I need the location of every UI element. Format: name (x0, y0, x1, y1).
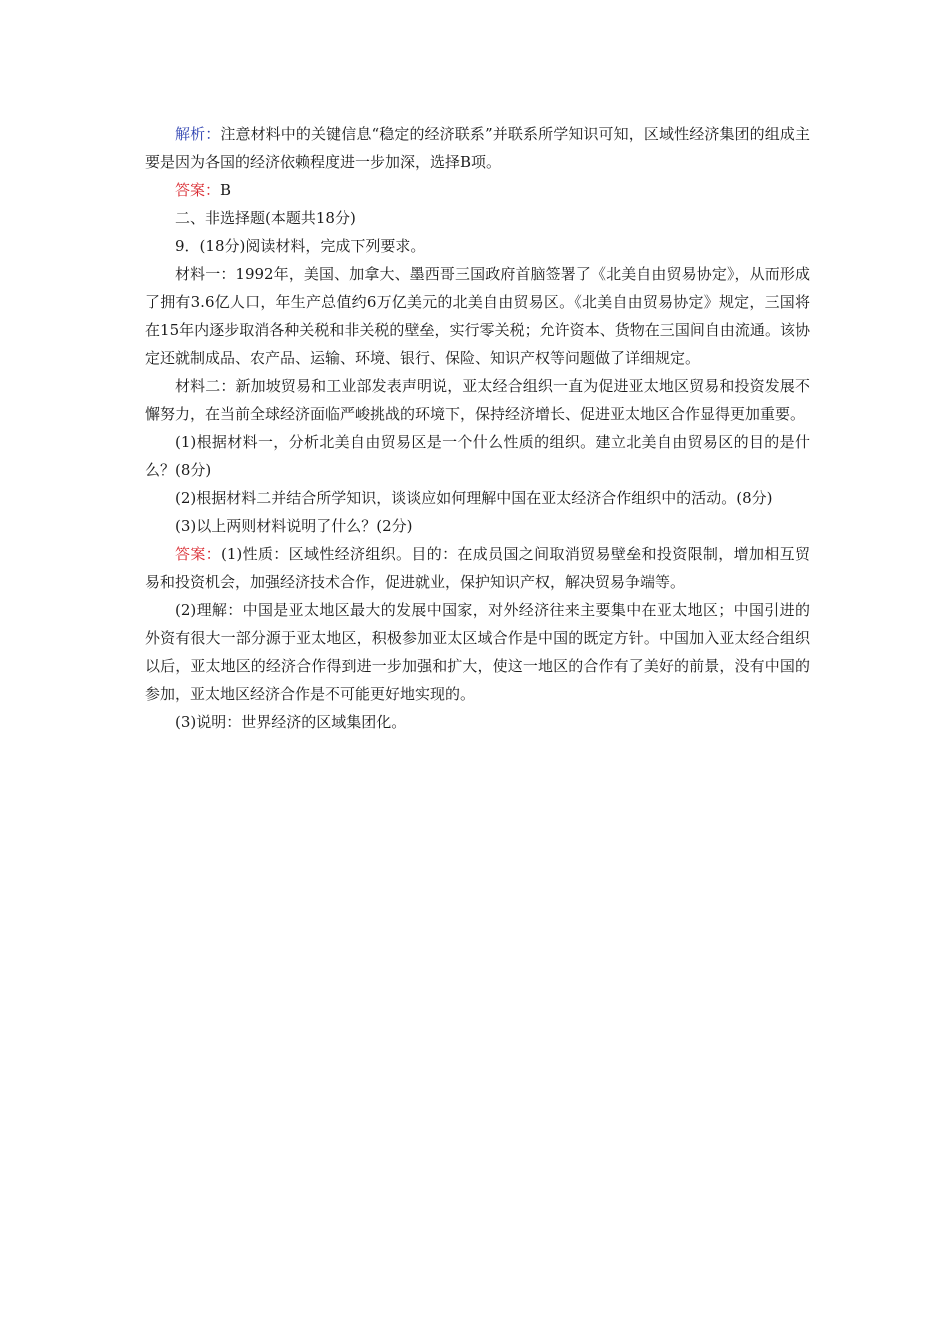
answer-label-1: 答案： (175, 181, 221, 199)
document-body (145, 120, 810, 736)
sub-question-2: (2)根据材料二并结合所学知识，谈谈应如何理解中国在亚太经济合作组织中的活动。(8分) (175, 489, 773, 507)
analysis-label: 解析： (175, 125, 221, 143)
analysis-paragraph (145, 120, 810, 176)
section-heading: 二、非选择题(本题共18分) (175, 209, 356, 227)
material-2: 材料二：新加坡贸易和工业部发表声明说，亚太经合组织一直为促进亚太地区贸易和投资发展不懈努力，在当前全球经济面临严峻挑战的环境下，保持经济增长、促进亚太地区合作显得更加重要。 (145, 377, 810, 423)
sub-question-1: (1)根据材料一，分析北美自由贸易区是一个什么性质的组织。建立北美自由贸易区的目的是什么？(8分) (145, 433, 810, 479)
material-1: 材料一：1992年，美国、加拿大、墨西哥三国政府首脑签署了《北美自由贸易协定》，从而形成了拥有3.6亿人口，年生产总值约6万亿美元的北美自由贸易区。《北美自由贸易协定》规定，三国将在15年内逐步取消各种关税和非关税的壁垒，实行零关税；允许资本、货物在三国间自由流通。该协定还就制成品、农产品、运输、环境、银行、保险、知识产权等问题做了详细规定。 (145, 265, 810, 367)
answer-text-1: B (220, 181, 232, 199)
answer-label-2: 答案： (175, 545, 222, 563)
sub-question-3: (3)以上两则材料说明了什么？(2分) (175, 517, 413, 535)
question-9: 9．(18分)阅读材料，完成下列要求。 (175, 237, 426, 255)
answer-part-1: (1)性质：区域性经济组织。目的：在成员国之间取消贸易壁垒和投资限制，增加相互贸易和投资机会，加强经济技术合作，促进就业，保护知识产权，解决贸易争端等。 (145, 545, 810, 591)
analysis-text: 注意材料中的关键信息“稳定的经济联系”并联系所学知识可知，区域性经济集团的组成主要是因为各国的经济依赖程度进一步加深，选择B项。 (145, 125, 810, 171)
answer-paragraph-2 (145, 540, 810, 596)
answer-part-3: (3)说明：世界经济的区域集团化。 (175, 713, 407, 731)
answer-part-2: (2)理解：中国是亚太地区最大的发展中国家，对外经济往来主要集中在亚太地区；中国引进的外资有很大一部分源于亚太地区，积极参加亚太区域合作是中国的既定方针。中国加入亚太经合组织以后，亚太地区的经济合作得到进一步加强和扩大，使这一地区的合作有了美好的前景，没有中国的参加，亚太地区经济合作是不可能更好地实现的。 (145, 601, 810, 703)
answer-paragraph-1 (145, 176, 810, 204)
